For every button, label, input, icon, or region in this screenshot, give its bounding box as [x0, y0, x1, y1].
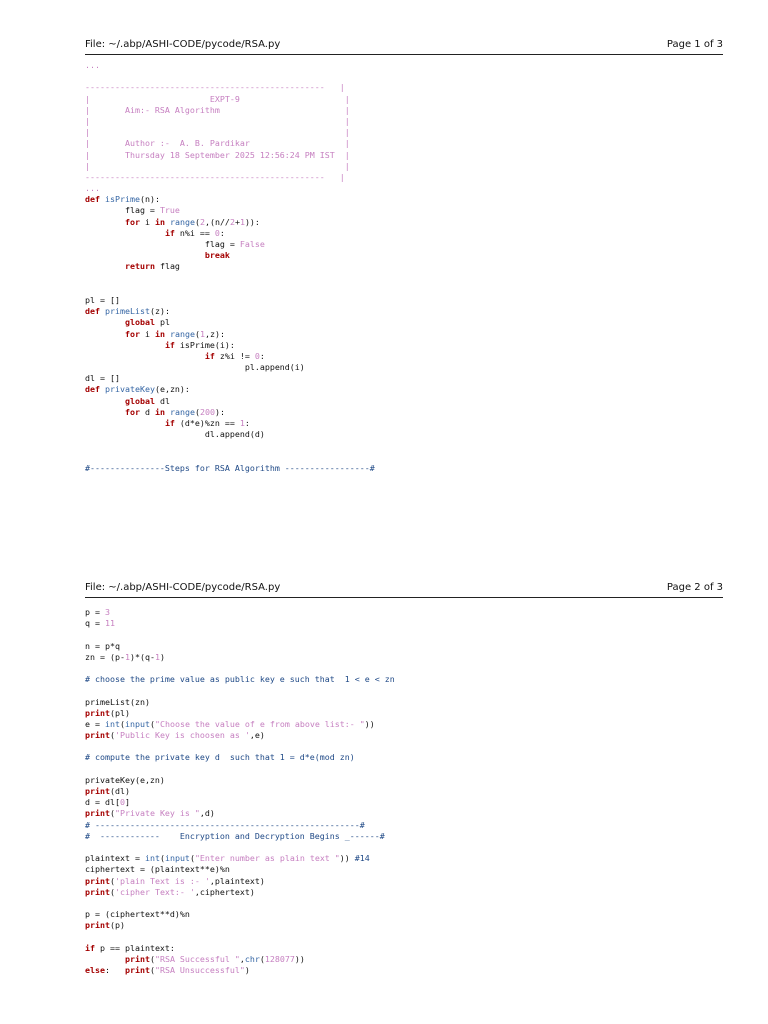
code-token [85, 351, 205, 361]
code-line [85, 340, 725, 351]
code-token: 1 [154, 651, 160, 662]
code-token: "RSA Unsuccessful" [154, 965, 245, 975]
code-token: if [204, 350, 215, 361]
code-token: + [234, 216, 240, 227]
code-token: #---------------Steps for RSA Algorithm -----------------# [85, 462, 375, 473]
code-token: pl.append(i) [85, 362, 305, 373]
code-token: input [124, 718, 150, 729]
code-token: ): [214, 406, 225, 417]
code-line [85, 853, 725, 864]
code-token: (p) [109, 920, 125, 931]
code-line [85, 183, 725, 194]
code-token: , [239, 953, 245, 964]
code-token: True [159, 205, 180, 216]
code-token: 1 [239, 216, 245, 227]
code-token: (n): [139, 194, 160, 205]
code-token: ( [149, 718, 155, 729]
code-token: ( [109, 730, 115, 741]
code-token: #14 [354, 853, 370, 864]
code-token: False [239, 239, 265, 249]
code-token: print [85, 707, 110, 718]
code-token: | | [85, 127, 350, 138]
code-token: ciphertext = (plaintext**e)%n [85, 864, 230, 875]
code-line [85, 820, 725, 831]
code-token: ( [194, 406, 200, 417]
code-line [85, 943, 725, 954]
code-line [85, 674, 725, 685]
code-token: ( [109, 808, 115, 819]
code-token [85, 250, 205, 260]
code-line [85, 697, 725, 708]
file-path-label: File: ~/.abp/ASHI-CODE/pycode/RSA.py [85, 582, 281, 593]
code-token: 0 [254, 350, 260, 361]
code-token: | EXPT-9 | [85, 93, 350, 104]
code-token: ( [259, 953, 265, 964]
code-token: print [85, 875, 110, 886]
code-line [85, 730, 725, 741]
code-line [85, 138, 725, 149]
code-token: ,z): [204, 328, 225, 339]
code-token: return [124, 261, 155, 272]
code-token: dl [154, 395, 170, 406]
code-token: 128077 [264, 953, 295, 964]
code-token: print [85, 808, 110, 819]
code-line [85, 228, 725, 239]
code-token: else [85, 965, 105, 975]
code-token: 'plain Text is :- ' [114, 875, 210, 886]
code-token [85, 261, 125, 271]
code-line [85, 250, 725, 261]
page-2-code-listing [85, 607, 725, 976]
code-token: isPrime [105, 194, 140, 205]
code-token [85, 954, 125, 964]
code-token: 1 [239, 418, 245, 428]
code-line [85, 384, 725, 395]
code-token: | Aim:- RSA Algorithm | [85, 104, 350, 115]
code-token: def [85, 306, 100, 317]
code-token: ,(n// [204, 216, 230, 227]
code-token: ( [189, 853, 195, 864]
code-token: : [104, 965, 125, 975]
code-line [85, 887, 725, 898]
code-line [85, 317, 725, 328]
code-token: for [124, 216, 140, 227]
code-token: )) [294, 953, 305, 964]
code-token: in [154, 328, 165, 339]
code-line [85, 82, 725, 93]
code-token: i [139, 216, 155, 227]
code-line [85, 261, 725, 272]
code-token: 0 [214, 227, 220, 238]
code-token: range [169, 328, 195, 339]
code-token: 2 [199, 216, 205, 227]
code-line [85, 105, 725, 116]
code-token: ,plaintext) [209, 875, 265, 886]
code-token: pl = [] [85, 294, 120, 305]
code-token: in [154, 406, 165, 417]
code-token: "Enter number as plain text " [194, 853, 340, 864]
code-token: flag [154, 261, 180, 272]
code-token: def [85, 194, 100, 205]
page-number-label: Page 2 of 3 [666, 582, 723, 593]
code-token: # -----------------------------------------------------# [85, 819, 365, 830]
code-line [85, 150, 725, 161]
code-line [85, 440, 725, 451]
code-token: : [219, 227, 225, 238]
code-token: for [124, 328, 140, 339]
code-line [85, 396, 725, 407]
code-token: 3 [104, 607, 110, 617]
code-line [85, 329, 725, 340]
code-token: if [164, 339, 175, 350]
code-token: e = [85, 718, 105, 729]
code-line [85, 663, 725, 674]
code-token: 2 [229, 216, 235, 227]
code-line [85, 629, 725, 640]
code-token: | Thursday 18 September 2025 12:56:24 PM IST | [85, 149, 350, 160]
code-line [85, 965, 725, 976]
code-token: primeList [105, 306, 150, 317]
code-line [85, 752, 725, 763]
code-line [85, 685, 725, 696]
code-token: | Author :- A. B. Pardikar | [85, 138, 350, 149]
code-line [85, 652, 725, 663]
code-token: n = p*q [85, 640, 120, 651]
code-token: ( [109, 875, 115, 886]
code-token [85, 418, 165, 428]
code-token: d [139, 406, 155, 417]
code-token: range [169, 406, 195, 417]
code-token: 'Public Key is choosen as ' [114, 730, 250, 741]
code-line [85, 641, 725, 652]
code-token: ( [194, 216, 200, 227]
code-token: chr [244, 953, 260, 964]
code-token: print [124, 953, 150, 964]
code-line [85, 127, 725, 138]
code-token: ] [124, 797, 130, 808]
code-token: : [259, 350, 265, 361]
code-token: # choose the prime value as public key e such that 1 < e < zn [85, 674, 395, 685]
code-line [85, 797, 725, 808]
code-token: 1 [124, 651, 130, 662]
code-token: if [85, 942, 95, 953]
code-token: p = [85, 607, 105, 617]
code-line [85, 273, 725, 284]
code-token: ,ciphertext) [194, 886, 255, 897]
code-line [85, 284, 725, 295]
page-2-header [85, 582, 723, 598]
file-path-label: File: ~/.abp/ASHI-CODE/pycode/RSA.py [85, 39, 281, 50]
code-line [85, 407, 725, 418]
code-token: int [104, 718, 120, 729]
code-token: q = [85, 618, 105, 629]
code-token: (pl) [109, 707, 130, 718]
code-token: n%i == [174, 227, 215, 238]
code-line [85, 719, 725, 730]
code-token: p == plaintext: [95, 942, 175, 953]
code-token: in [154, 216, 165, 227]
code-token: privateKey(e,zn) [85, 774, 165, 785]
code-token: "RSA Successful " [154, 953, 240, 964]
code-token: for [124, 406, 140, 417]
code-line [85, 876, 725, 887]
page-1-code-listing [85, 60, 725, 474]
code-token: primeList(zn) [85, 696, 150, 707]
code-token [85, 228, 165, 238]
code-token: ------------------------------------------------ | [85, 171, 345, 182]
code-line [85, 239, 725, 250]
code-token: isPrime(i): [174, 339, 235, 350]
code-line [85, 920, 725, 931]
page-1-header [85, 39, 723, 55]
code-token: | | [85, 115, 350, 126]
code-token: )*(q- [129, 651, 155, 662]
code-token: z%i != [214, 350, 255, 361]
code-token: dl = [] [85, 373, 120, 384]
code-token: flag = [85, 239, 240, 249]
code-token: print [85, 730, 110, 741]
code-token: input [164, 853, 190, 864]
code-line [85, 362, 725, 373]
code-token: ) [159, 651, 165, 662]
code-token: )): [244, 216, 260, 227]
code-line [85, 808, 725, 819]
code-line [85, 452, 725, 463]
code-token: if [164, 227, 175, 238]
code-token: ( [159, 853, 165, 864]
code-token: : [244, 418, 250, 428]
code-token: i [139, 328, 155, 339]
code-token: 'cipher Text:- ' [114, 886, 195, 897]
code-token: plaintext = [85, 853, 145, 864]
code-token: # ------------ Encryption and Decryption Begins _------# [85, 830, 385, 841]
page-number-label: Page 1 of 3 [666, 39, 723, 50]
code-token: print [85, 920, 110, 931]
code-token: ( [194, 328, 200, 339]
code-token: print [85, 786, 110, 796]
code-token: 1 [199, 328, 205, 339]
code-line [85, 741, 725, 752]
code-token: dl.append(d) [85, 429, 265, 440]
code-token: # compute the private key d such that 1 = d*e(mod zn) [85, 752, 355, 763]
code-line [85, 161, 725, 172]
code-token: ( [109, 886, 115, 897]
code-token [85, 317, 125, 327]
code-line [85, 194, 725, 205]
code-line [85, 864, 725, 875]
code-token [85, 217, 125, 227]
code-line [85, 373, 725, 384]
code-token [85, 329, 125, 339]
code-token: print [85, 886, 110, 897]
code-token: 200 [199, 406, 215, 417]
code-line [85, 764, 725, 775]
code-line [85, 786, 725, 797]
code-line [85, 205, 725, 216]
code-line [85, 931, 725, 942]
code-line [85, 351, 725, 362]
code-token: )) [364, 718, 375, 729]
code-token: ( [149, 965, 155, 975]
code-line [85, 172, 725, 183]
code-token: def [85, 384, 100, 395]
code-token: global [124, 395, 155, 406]
code-line [85, 708, 725, 719]
code-line [85, 217, 725, 228]
code-token: (e,zn): [154, 384, 190, 395]
code-token: ,d) [199, 808, 215, 819]
code-token: flag = [85, 205, 160, 216]
code-token: d = dl[ [85, 797, 120, 808]
code-token: ,e) [249, 730, 265, 741]
code-token: (z): [149, 306, 170, 317]
code-token: (dl) [109, 786, 130, 796]
code-token: privateKey [105, 384, 155, 395]
code-line [85, 295, 725, 306]
code-token: ------------------------------------------------ | [85, 82, 345, 93]
code-token: break [204, 250, 230, 261]
code-line [85, 463, 725, 474]
code-line [85, 94, 725, 105]
code-line [85, 909, 725, 920]
code-token: if [164, 418, 175, 428]
code-token: ) [244, 965, 250, 975]
code-token: "Choose the value of e from above list:- " [154, 718, 365, 729]
code-token: print [124, 965, 150, 975]
code-line [85, 607, 725, 618]
code-token: )) [339, 853, 355, 864]
code-token: p = (ciphertext**d)%n [85, 909, 190, 920]
code-line [85, 898, 725, 909]
code-line [85, 842, 725, 853]
code-line [85, 775, 725, 786]
code-token: global [124, 317, 155, 328]
code-token [85, 340, 165, 350]
code-token [85, 407, 125, 417]
code-token: "Private Key is " [114, 808, 200, 819]
code-token: range [169, 216, 195, 227]
code-line [85, 618, 725, 629]
code-token: ... [85, 183, 100, 194]
code-line [85, 306, 725, 317]
code-line [85, 429, 725, 440]
code-line [85, 71, 725, 82]
code-token: 11 [104, 618, 115, 629]
code-token: (d*e)%zn == [174, 418, 240, 428]
code-token: 0 [119, 797, 125, 808]
code-token: | | [85, 160, 350, 171]
code-token: zn = (p- [85, 651, 125, 662]
code-token: ( [149, 953, 155, 964]
code-line [85, 418, 725, 429]
code-line [85, 831, 725, 842]
code-token: pl [154, 317, 170, 328]
code-token: ( [119, 718, 125, 729]
code-token: int [144, 853, 160, 864]
code-line [85, 60, 725, 71]
code-token: ... [85, 60, 100, 70]
code-token [85, 396, 125, 406]
code-line [85, 954, 725, 965]
code-line [85, 116, 725, 127]
